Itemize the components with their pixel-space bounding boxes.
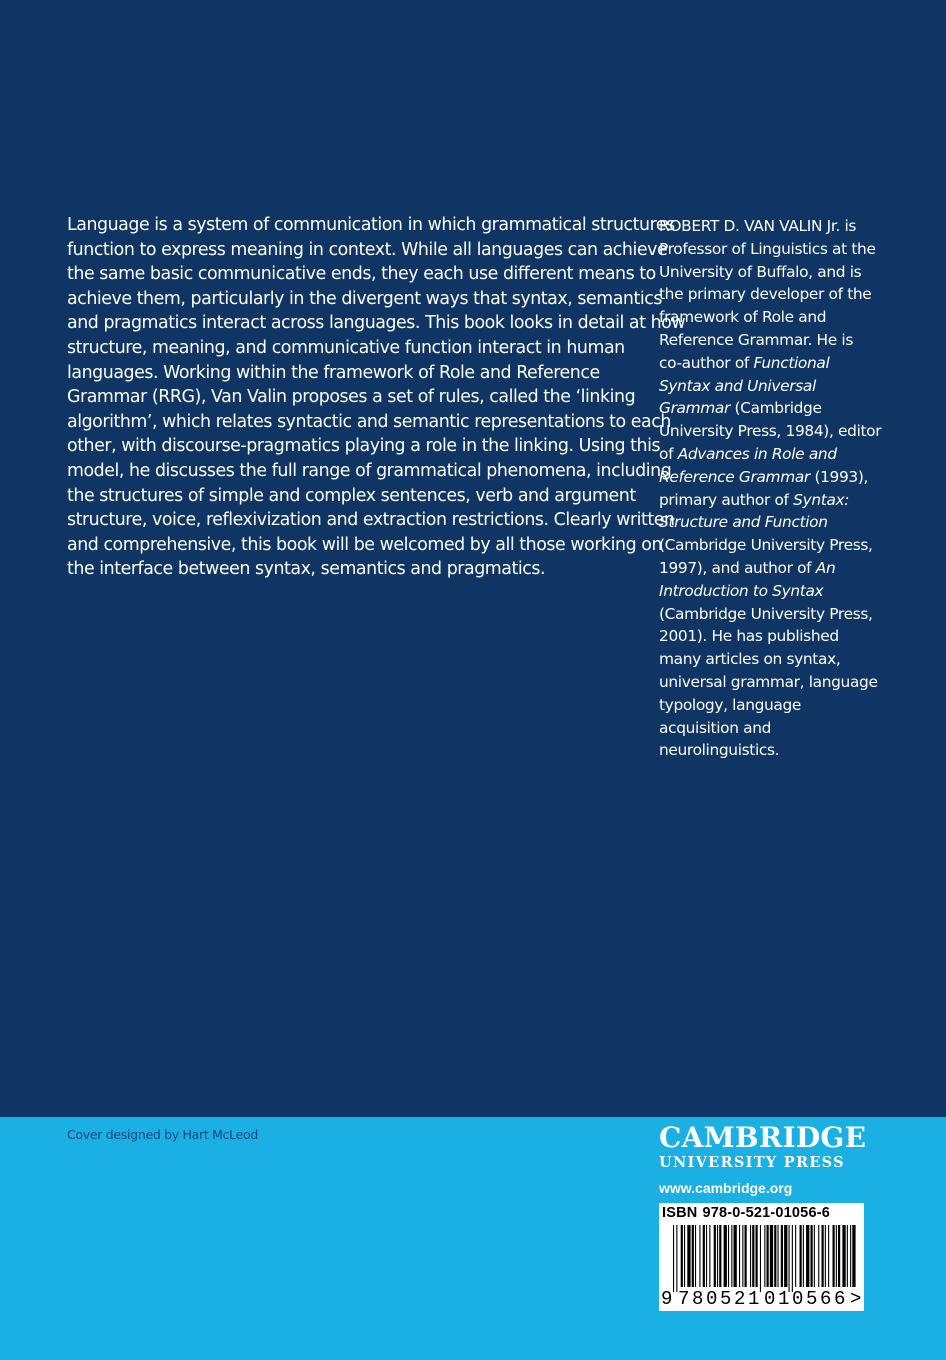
barcode-bar xyxy=(764,1225,765,1287)
description-line: Grammar (RRG), Van Valin proposes a set of rules, called the ‘linking xyxy=(67,387,636,408)
bio-line xyxy=(659,466,909,489)
barcode-bar xyxy=(811,1225,813,1287)
barcode-bar xyxy=(814,1225,815,1287)
barcode-bar xyxy=(709,1225,710,1287)
barcode-digit-group-left: 780521 xyxy=(678,1288,763,1310)
barcode-quiet-zone-marker: > xyxy=(850,1288,862,1310)
bio-text: primary author of xyxy=(659,490,794,509)
bio-line: (Cambridge University Press, xyxy=(659,604,873,623)
barcode-bar xyxy=(770,1225,773,1287)
barcode-bar xyxy=(687,1225,690,1287)
barcode-bar xyxy=(692,1225,694,1287)
bio-line: (Cambridge University Press, xyxy=(659,536,873,555)
description-line: the interface between syntax, semantics and pragmatics. xyxy=(67,559,546,580)
description-line: model, he discusses the full range of grammatical phenomena, including xyxy=(67,460,672,481)
barcode-bar xyxy=(734,1225,737,1287)
bio-line xyxy=(659,375,909,398)
barcode-bar xyxy=(706,1225,707,1287)
barcode-bar xyxy=(717,1225,718,1287)
bio-line: University Press, 1984), editor xyxy=(659,422,882,441)
bio-text: of xyxy=(659,444,678,463)
barcode-bar xyxy=(752,1225,754,1287)
bio-line xyxy=(659,557,909,580)
publisher-website: www.cambridge.org xyxy=(659,1180,793,1196)
book-title-italic: Functional xyxy=(753,353,830,372)
description-line: achieve them, particularly in the divergent ways that syntax, semantics xyxy=(67,288,662,309)
barcode-bar xyxy=(850,1225,851,1287)
barcode-bar xyxy=(742,1225,743,1287)
barcode-digit-group-right: 010566 xyxy=(764,1288,849,1310)
description-line: structure, meaning, and communicative function interact in human xyxy=(67,337,625,358)
book-title-italic: An xyxy=(815,558,836,577)
barcode-bar xyxy=(676,1225,677,1292)
description-line: structure, voice, reflexivization and extraction restrictions. Clearly written xyxy=(67,510,675,531)
bio-line: neurolinguistics. xyxy=(659,741,780,760)
publisher-subtitle: UNIVERSITY PRESS xyxy=(659,1154,845,1171)
isbn-number: 978-0-521-01056-6 xyxy=(702,1205,831,1221)
bio-line xyxy=(659,397,909,420)
barcode-bar xyxy=(828,1225,829,1287)
book-title-italic: Syntax and Universal xyxy=(659,376,816,395)
bio-line: framework of Role and xyxy=(659,308,827,327)
barcode-bar xyxy=(774,1225,776,1287)
barcode-bar xyxy=(778,1225,779,1287)
description-line: algorithm’, which relates syntactic and semantic representations to each xyxy=(67,411,671,432)
barcode-bar xyxy=(714,1225,716,1287)
barcode-digit-prefix: 9 xyxy=(661,1288,673,1310)
book-title-italic: Structure and Function xyxy=(659,513,828,532)
description-line: function to express meaning in context. While all languages can achieve xyxy=(67,239,668,260)
barcode-bar xyxy=(800,1225,802,1287)
bio-line xyxy=(659,580,909,603)
description-line: Language is a system of communication in which grammatical structures xyxy=(67,215,675,235)
description-line: the same basic communicative ends, they each use different means to xyxy=(67,264,656,285)
barcode-bar xyxy=(756,1225,758,1287)
book-description xyxy=(67,213,686,582)
barcode-bar xyxy=(673,1225,674,1292)
barcode-bar xyxy=(750,1225,751,1287)
bio-line: 2001). He has published xyxy=(659,627,839,646)
book-title-italic: Reference Grammar xyxy=(659,467,810,486)
barcode-bar xyxy=(719,1225,721,1287)
barcode-bar xyxy=(847,1225,848,1287)
barcode-bar xyxy=(833,1225,835,1287)
barcode-bar xyxy=(724,1225,727,1287)
bio-line: many articles on syntax, xyxy=(659,650,841,669)
barcode-bar xyxy=(695,1225,696,1287)
barcode-bar xyxy=(760,1225,761,1292)
author-biography xyxy=(659,215,909,762)
barcode-bar xyxy=(825,1225,826,1287)
barcode-bar xyxy=(803,1225,804,1287)
bio-line: the primary developer of the xyxy=(659,285,872,304)
bio-line xyxy=(659,489,909,512)
description-line: the structures of simple and complex sentences, verb and argument xyxy=(67,485,636,506)
barcode-bar xyxy=(681,1225,683,1287)
barcode-bar xyxy=(792,1225,793,1292)
barcode-bar xyxy=(731,1225,732,1287)
barcode-bar xyxy=(703,1225,705,1287)
book-title-italic: Advances in Role and xyxy=(677,444,837,463)
barcode-bar xyxy=(842,1225,845,1287)
barcode-bar xyxy=(784,1225,787,1287)
bio-text: (1993), xyxy=(809,467,869,486)
bio-line: ROBERT D. VAN VALIN Jr. is xyxy=(659,217,857,235)
bio-text: 1997), and author of xyxy=(659,558,816,577)
bio-line: acquisition and xyxy=(659,718,772,737)
bio-text: co-author of xyxy=(659,353,754,372)
description-line: and pragmatics interact across languages. This book looks in detail at how xyxy=(67,313,686,334)
book-title-italic: Syntax: xyxy=(793,490,850,509)
barcode-bar xyxy=(852,1225,855,1287)
barcode-bar xyxy=(767,1225,769,1287)
barcode-bar xyxy=(838,1225,840,1287)
barcode-bar xyxy=(739,1225,740,1287)
barcode-bar xyxy=(789,1225,790,1292)
barcode-bar xyxy=(806,1225,809,1287)
isbn-barcode xyxy=(659,1203,864,1311)
bio-line: Reference Grammar. He is xyxy=(659,330,854,349)
bio-line xyxy=(659,511,909,534)
bio-line: typology, language xyxy=(659,695,802,714)
barcode-bar xyxy=(684,1225,685,1287)
barcode-bar xyxy=(818,1225,819,1287)
bio-text: (Cambridge xyxy=(729,399,822,418)
book-title-italic: Introduction to Syntax xyxy=(659,581,824,600)
description-line: and comprehensive, this book will be welcomed by all those working on xyxy=(67,534,663,555)
description-line: languages. Working within the framework of Role and Reference xyxy=(67,362,600,383)
bio-line xyxy=(659,443,909,466)
barcode-bar xyxy=(745,1225,747,1287)
publisher-logo xyxy=(659,1122,869,1197)
publisher-name: CAMBRIDGE xyxy=(659,1121,867,1154)
bio-line: Professor of Linguistics at the xyxy=(659,239,876,258)
bio-line xyxy=(659,352,909,375)
barcode-bar xyxy=(795,1225,796,1287)
barcode-bar xyxy=(699,1225,700,1287)
isbn-label: ISBN xyxy=(662,1205,698,1221)
description-line: other, with discourse-pragmatics playing a role in the linking. Using this xyxy=(67,436,661,457)
barcode-bar xyxy=(822,1225,824,1287)
bio-line: University of Buffalo, and is xyxy=(659,262,862,281)
cover-design-credit: Cover designed by Hart McLeod xyxy=(67,1127,258,1142)
barcode-bar xyxy=(836,1225,837,1287)
book-title-italic: Grammar xyxy=(659,399,730,418)
barcode-bar xyxy=(728,1225,729,1287)
bio-line: universal grammar, language xyxy=(659,672,878,691)
barcode-bar xyxy=(781,1225,783,1287)
